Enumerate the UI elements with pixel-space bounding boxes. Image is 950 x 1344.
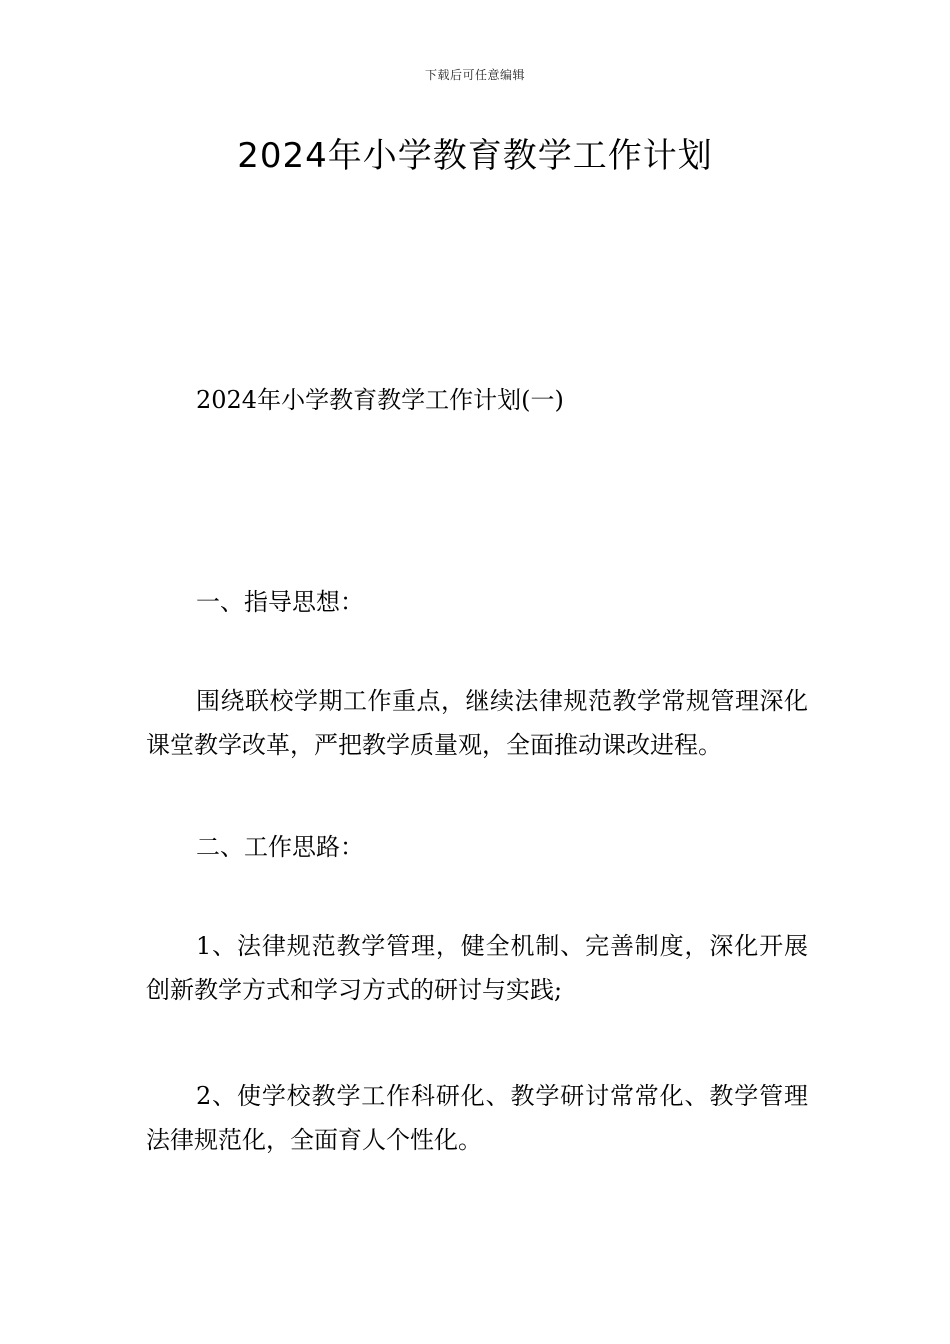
list-item-2: 2、使学校教学工作科研化、教学研讨常常化、教学管理法律规范化，全面育人个性化。 [146,1082,808,1154]
section2-heading: 二、工作思路： [196,833,364,861]
section1-paragraph: 围绕联校学期工作重点，继续法律规范教学常规管理深化课堂教学改革，严把教学质量观，全面推动课改进程。 [146,687,808,759]
document-subtitle: 2024年小学教育教学工作计划(一) [196,386,564,414]
section1-heading: 一、指导思想： [196,588,364,616]
header-note: 下载后可任意编辑 [424,68,525,82]
list-item-1: 1、法律规范教学管理，健全机制、完善制度，深化开展创新教学方式和学习方式的研讨与实践; [146,932,808,1004]
document-title: 2024年小学教育教学工作计划 [237,136,713,176]
